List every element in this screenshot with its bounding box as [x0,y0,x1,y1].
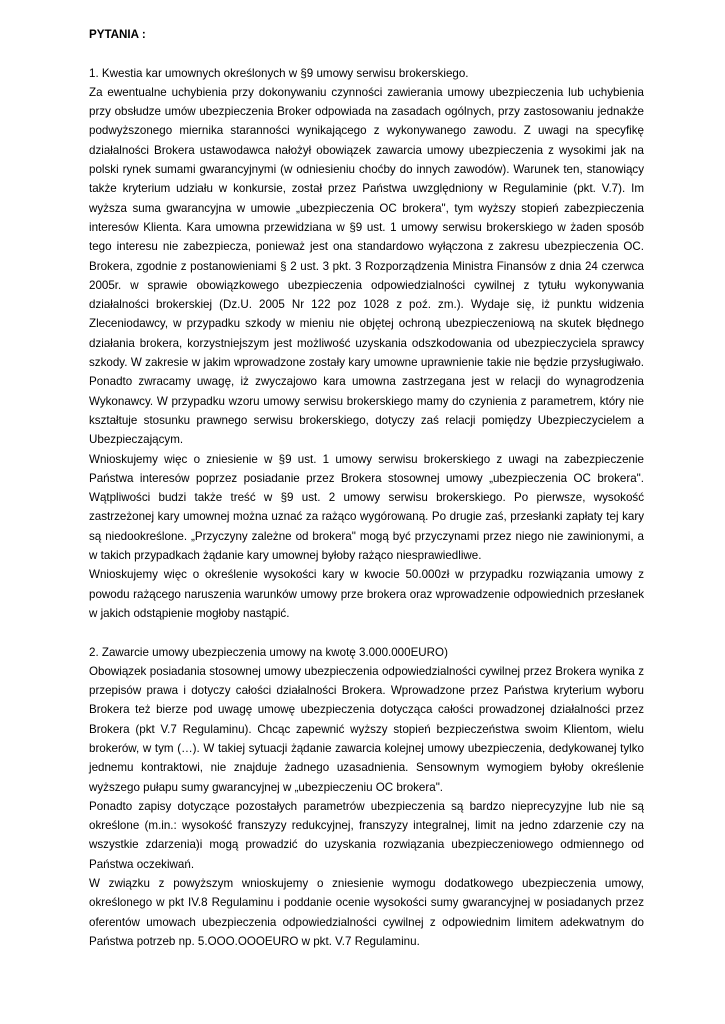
document-body [89,25,644,951]
section-2-title: 2. Zawarcie umowy ubezpieczenia umowy na kwotę 3.000.000EURO) [89,645,448,659]
section-1-paragraph-2: Wnioskujemy więc o zniesienie w §9 ust. 1 umowy serwisu brokerskiego z uwagi na zabezpieczenie Państwa interesów poprzez posiadanie przez Brokera stosownej umowy „ubezpieczenia OC brokera". Wątpliwości budzi także treść w §9 ust. 2 umowy serwisu brokerskiego. Po pierwsze, wysokość zastrzeżonej kary umownej można uznać za rażąco wygórowaną. Po drugie zaś, przesłanki zapłaty tej kary są niedookreślone. „Przyczyny zależne od brokera" mogą być przyczynami przez niego nie zawinionymi, a w takich przypadkach żądanie kary umownej byłoby rażąco niesprawiedliwe. [89,452,644,563]
section-2-paragraph-3: W związku z powyższym wnioskujemy o zniesienie wymogu dodatkowego ubezpieczenia umowy, określonego w pkt IV.8 Regulaminu i poddanie ocenie wysokości sumy gwarancyjnej w posiadanych przez oferentów umowach ubezpieczenia odpowiedzialności cywilnej z odpowiednim limitem adekwatnym do Państwa potrzeb np. 5.OOO.OOOEURO w pkt. V.7 Regulaminu. [89,877,644,948]
section-1-paragraph-3: Wnioskujemy więc o określenie wysokości kary w kwocie 50.000zł w przypadku rozwiązania umowy z powodu rażącego naruszenia warunków umowy prze brokera oraz wprowadzenie odpowiednich przesłanek w jakich odstąpienie mogłoby nastąpić. [89,568,644,620]
section-2-paragraph-1: Obowiązek posiadania stosownej umowy ubezpieczenia odpowiedzialności cywilnej przez Brokera wynika z przepisów prawa i dotyczy całości działalności Brokera. Wprowadzone przez Państwa kryterium wyboru Brokera też bierze pod uwagę umowę ubezpieczenia dotycząca całości prowadzonej działalności przez Brokera (pkt V.7 Regulaminu). Chcąc zapewnić wyższy stopień bezpieczeństwa swoim Klientom, wielu brokerów, w tym (…). W takiej sytuacji żądanie zawarcia kolejnej umowy ubezpieczenia, dedykowanej tylko jednemu kontraktowi, nie znajduje żadnego uzasadnienia. Sensownym wymogiem byłoby określenie wyższego pułapu sumy gwarancyjnej w „ubezpieczeniu OC brokera". [89,664,644,794]
spacer [89,623,644,642]
page-heading: PYTANIA : [89,28,146,41]
spacer [89,44,644,63]
section-1-paragraph-1: Za ewentualne uchybienia przy dokonywaniu czynności zawierania umowy ubezpieczenia lub uchybienia przy obsłudze umów ubezpieczenia Broker odpowiada na zasadach ogólnych, przy zastosowaniu jednakże podwyższonego miernika staranności wynikającego z wykonywanego zawodu. Z uwagi na specyfikę działalności Brokera ustawodawca nałożył obowiązek zawarcia umowy ubezpieczenia z wysokimi jak na polski rynek sumami gwarancyjnymi (w odniesieniu choćby do innych zawodów). Warunek ten, stanowiący także kryterium udziału w konkursie, został przez Państwa uwzględniony w Regulaminie (pkt. V.7). Im wyższa suma gwarancyjna w umowie „ubezpieczenia OC brokera", tym wyższy stopień zabezpieczenia interesów Klienta. Kara umowna przewidziana w §9 ust. 1 umowy serwisu brokerskiego w żaden sposób tego interesu nie zabezpiecza, ponieważ jest ona standardowo wyłączona z zakresu ubezpieczenia OC. Brokera, zgodnie z postanowieniami § 2 ust. 3 pkt. 3 Rozporządzenia Ministra Finansów z dnia 24 czerwca 2005r. w sprawie obowiązkowego ubezpieczenia odpowiedzialności cywilnej z tytułu wykonywania działalności brokerskiej (Dz.U. 2005 Nr 122 poz 1028 z poź. zm.). Wydaje się, iż punktu widzenia Zleceniodawcy, w przypadku szkody w mieniu nie objętej ochroną ubezpieczeniową na skutek błędnego działania brokera, korzystniejszym jest możliwość uzyskania odszkodowania od ubezpieczyciela sprawcy szkody. W zakresie w jakim wprowadzone zostały kary umowne uprawnienie takie nie będzie przysługiwało. Ponadto zwracamy uwagę, iż zwyczajowo kara umowna zastrzegana jest w relacji do wynagrodzenia Wykonawcy. W przypadku wzoru umowy serwisu brokerskiego mamy do czynienia z parametrem, który nie kształtuje stosunku prawnego serwisu brokerskiego, dotyczy zaś relacji pomiędzy Ubezpieczycielem a Ubezpieczającym. [89,85,644,447]
section-1-title: 1. Kwestia kar umownych określonych w §9 umowy serwisu brokerskiego. [89,66,469,80]
section-2-paragraph-2: Ponadto zapisy dotyczące pozostałych parametrów ubezpieczenia są bardzo nieprecyzyjne lub nie są określone (m.in.: wysokość franszyzy redukcyjnej, franszyzy integralnej, limit na jedno zdarzenie czy na wszystkie zdarzenia)i mogą prowadzić do uzyskania rozwiązania ubezpieczeniowego odmiennego od Państwa oczekiwań. [89,799,644,871]
